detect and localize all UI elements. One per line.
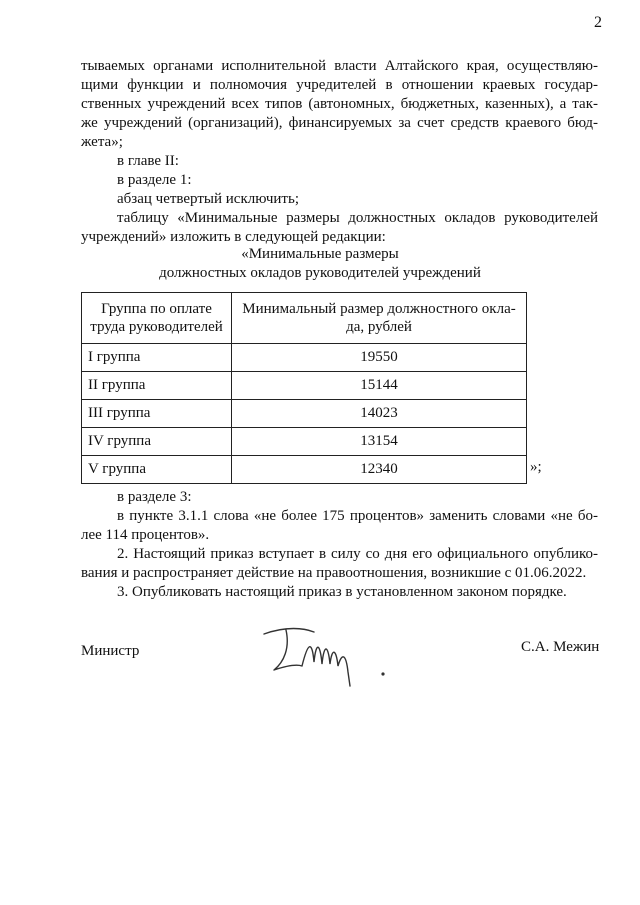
table-row xyxy=(82,344,527,372)
column-header xyxy=(232,293,527,344)
paragraph-line: же учреждений (организаций), финансируемых за счет средств краевого бюд- xyxy=(81,115,598,131)
paragraph-line: 3. Опубликовать настоящий приказ в установленном законом порядке. xyxy=(117,584,567,600)
table-header-row xyxy=(82,293,527,344)
table-row xyxy=(82,456,527,484)
paragraph-line: ственных учреждений всех типов (автономных, бюджетных, казенных), а так- xyxy=(81,96,598,112)
table-title: «Минимальные размеры xyxy=(241,246,399,262)
group-cell: V группа xyxy=(82,456,232,484)
amount-cell: 12340 xyxy=(232,456,527,484)
amount-cell: 19550 xyxy=(232,344,527,372)
group-cell: III группа xyxy=(82,400,232,428)
header-text: труда руководителей xyxy=(90,319,223,335)
group-cell: II группа xyxy=(82,372,232,400)
paragraph-line: вания и распространяет действие на правоотношения, возникшие с 01.06.2022. xyxy=(81,565,587,581)
header-text: Группа по оплате xyxy=(101,301,212,317)
page-number: 2 xyxy=(594,14,602,31)
amount-cell: 13154 xyxy=(232,428,527,456)
salary-table xyxy=(81,292,527,484)
paragraph-line: в пункте 3.1.1 слова «не более 175 процентов» заменить словами «не бо- xyxy=(117,508,598,524)
table-closing-quote: »; xyxy=(530,459,542,475)
handwritten-signature xyxy=(256,622,396,692)
column-header xyxy=(82,293,232,344)
amount-cell: 14023 xyxy=(232,400,527,428)
group-cell: IV группа xyxy=(82,428,232,456)
paragraph-line: 2. Настоящий приказ вступает в силу со дня его официального опублико- xyxy=(117,546,598,562)
section-ref: в разделе 3: xyxy=(117,489,192,505)
paragraph-line: лее 114 процентов». xyxy=(81,527,210,543)
paragraph-line: щими функции и полномочия учредителей в отношении краевых государ- xyxy=(81,77,598,93)
section-ref: в разделе 1: xyxy=(117,172,192,188)
paragraph-line: учреждений» изложить в следующей редакции: xyxy=(81,229,386,245)
header-text: да, рублей xyxy=(346,319,412,335)
table-title: должностных окладов руководителей учреждений xyxy=(159,265,481,281)
signer-title: Министр xyxy=(81,643,140,659)
paragraph-line: тываемых органами исполнительной власти Алтайского края, осуществляю- xyxy=(81,58,598,74)
paragraph-line: жета»; xyxy=(81,134,123,150)
header-text: Минимальный размер должностного окла- xyxy=(242,301,516,317)
group-cell: I группа xyxy=(82,344,232,372)
paragraph-line: таблицу «Минимальные размеры должностных окладов руководителей xyxy=(117,210,598,226)
amount-cell: 15144 xyxy=(232,372,527,400)
signer-name: С.А. Межин xyxy=(521,639,600,655)
table-row xyxy=(82,428,527,456)
table-row xyxy=(82,372,527,400)
table-row xyxy=(82,400,527,428)
paragraph-line: абзац четвертый исключить; xyxy=(117,191,299,207)
chapter-ref: в главе II: xyxy=(117,153,179,169)
